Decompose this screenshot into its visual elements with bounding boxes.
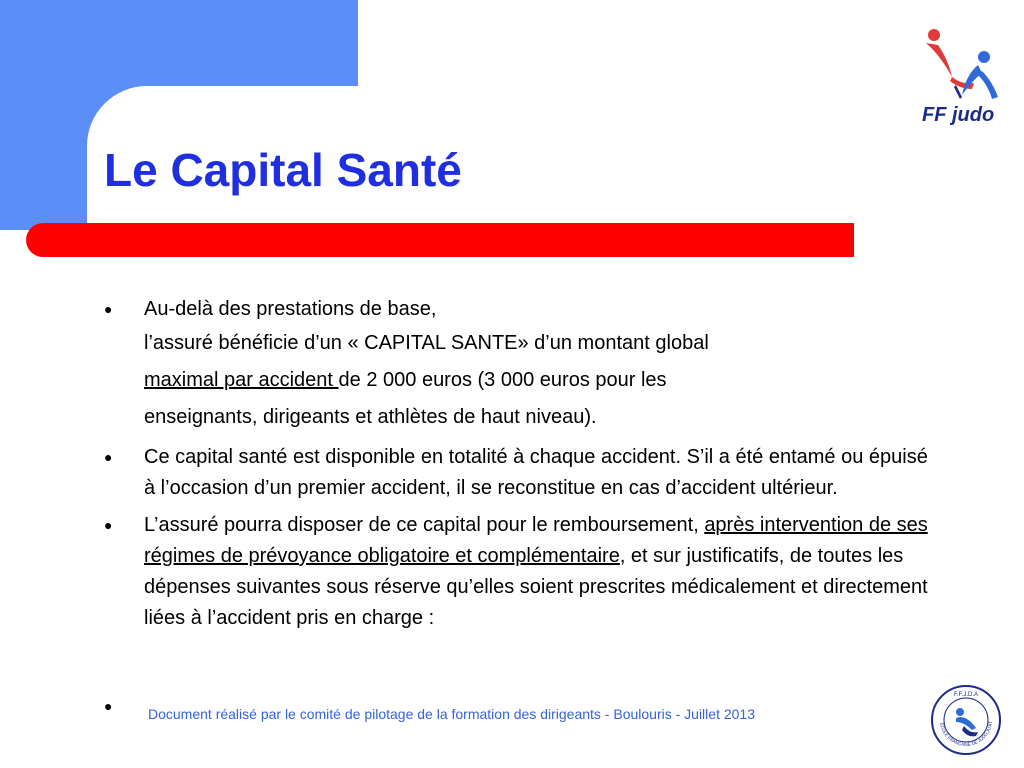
underlined-text: maximal par accident: [144, 369, 339, 391]
badge-top-text: F.F.J.D.A: [953, 692, 979, 698]
bullet-text: de 2 000 euros (3 000 euros pour les: [338, 369, 667, 391]
ffjda-badge-logo: [930, 684, 1002, 756]
bullet-text-continued: enseignants, dirigeants et athlètes de haut niveau).: [144, 406, 597, 428]
bullet-text-continued: l’assuré bénéficie d’un « CAPITAL SANTE» d’un montant global: [144, 332, 709, 354]
bullet-item: [104, 510, 944, 634]
bullet-icon: ●: [104, 698, 113, 714]
bullet-text-continued: [144, 362, 944, 399]
badge-ring-path-text: ECOLE FRANCAISE DE JUDO JUJIT: [939, 720, 993, 748]
underlined-text: après intervention de ses régimes de prévoyance obligatoire et complémentaire: [144, 514, 928, 567]
bullet-icon: ●: [104, 517, 113, 533]
title-underline-bar: [26, 223, 854, 257]
page-title: Le Capital Santé: [104, 144, 462, 196]
footer-text: Document réalisé par le comité de pilotage de la formation des dirigeants - Boulouris - Juillet 2013: [148, 706, 755, 722]
bullet-text: Au-delà des prestations de base,: [144, 298, 437, 320]
bullet-text: , et sur justificatifs, de toutes les dépenses suivantes sous réserve qu’elles soient prescrites médicalement et directement liées à l’accident pris en charge :: [144, 545, 928, 629]
slide-body: [104, 294, 944, 634]
bullet-item: [104, 294, 944, 436]
bullet-text: L’assuré pourra disposer de ce capital pour le remboursement,: [144, 514, 705, 536]
bullet-text: Ce capital santé est disponible en totalité à chaque accident. S’il a été entamé ou épuisé à l’occasion d’un premier accident, il se reconstitue en cas d’accident ultérieur.: [144, 446, 928, 499]
bullet-icon: ●: [104, 301, 113, 317]
bullet-item: [104, 442, 944, 504]
ff-judo-logo-text: FF judo: [922, 104, 995, 126]
bullet-icon: ●: [104, 449, 113, 465]
